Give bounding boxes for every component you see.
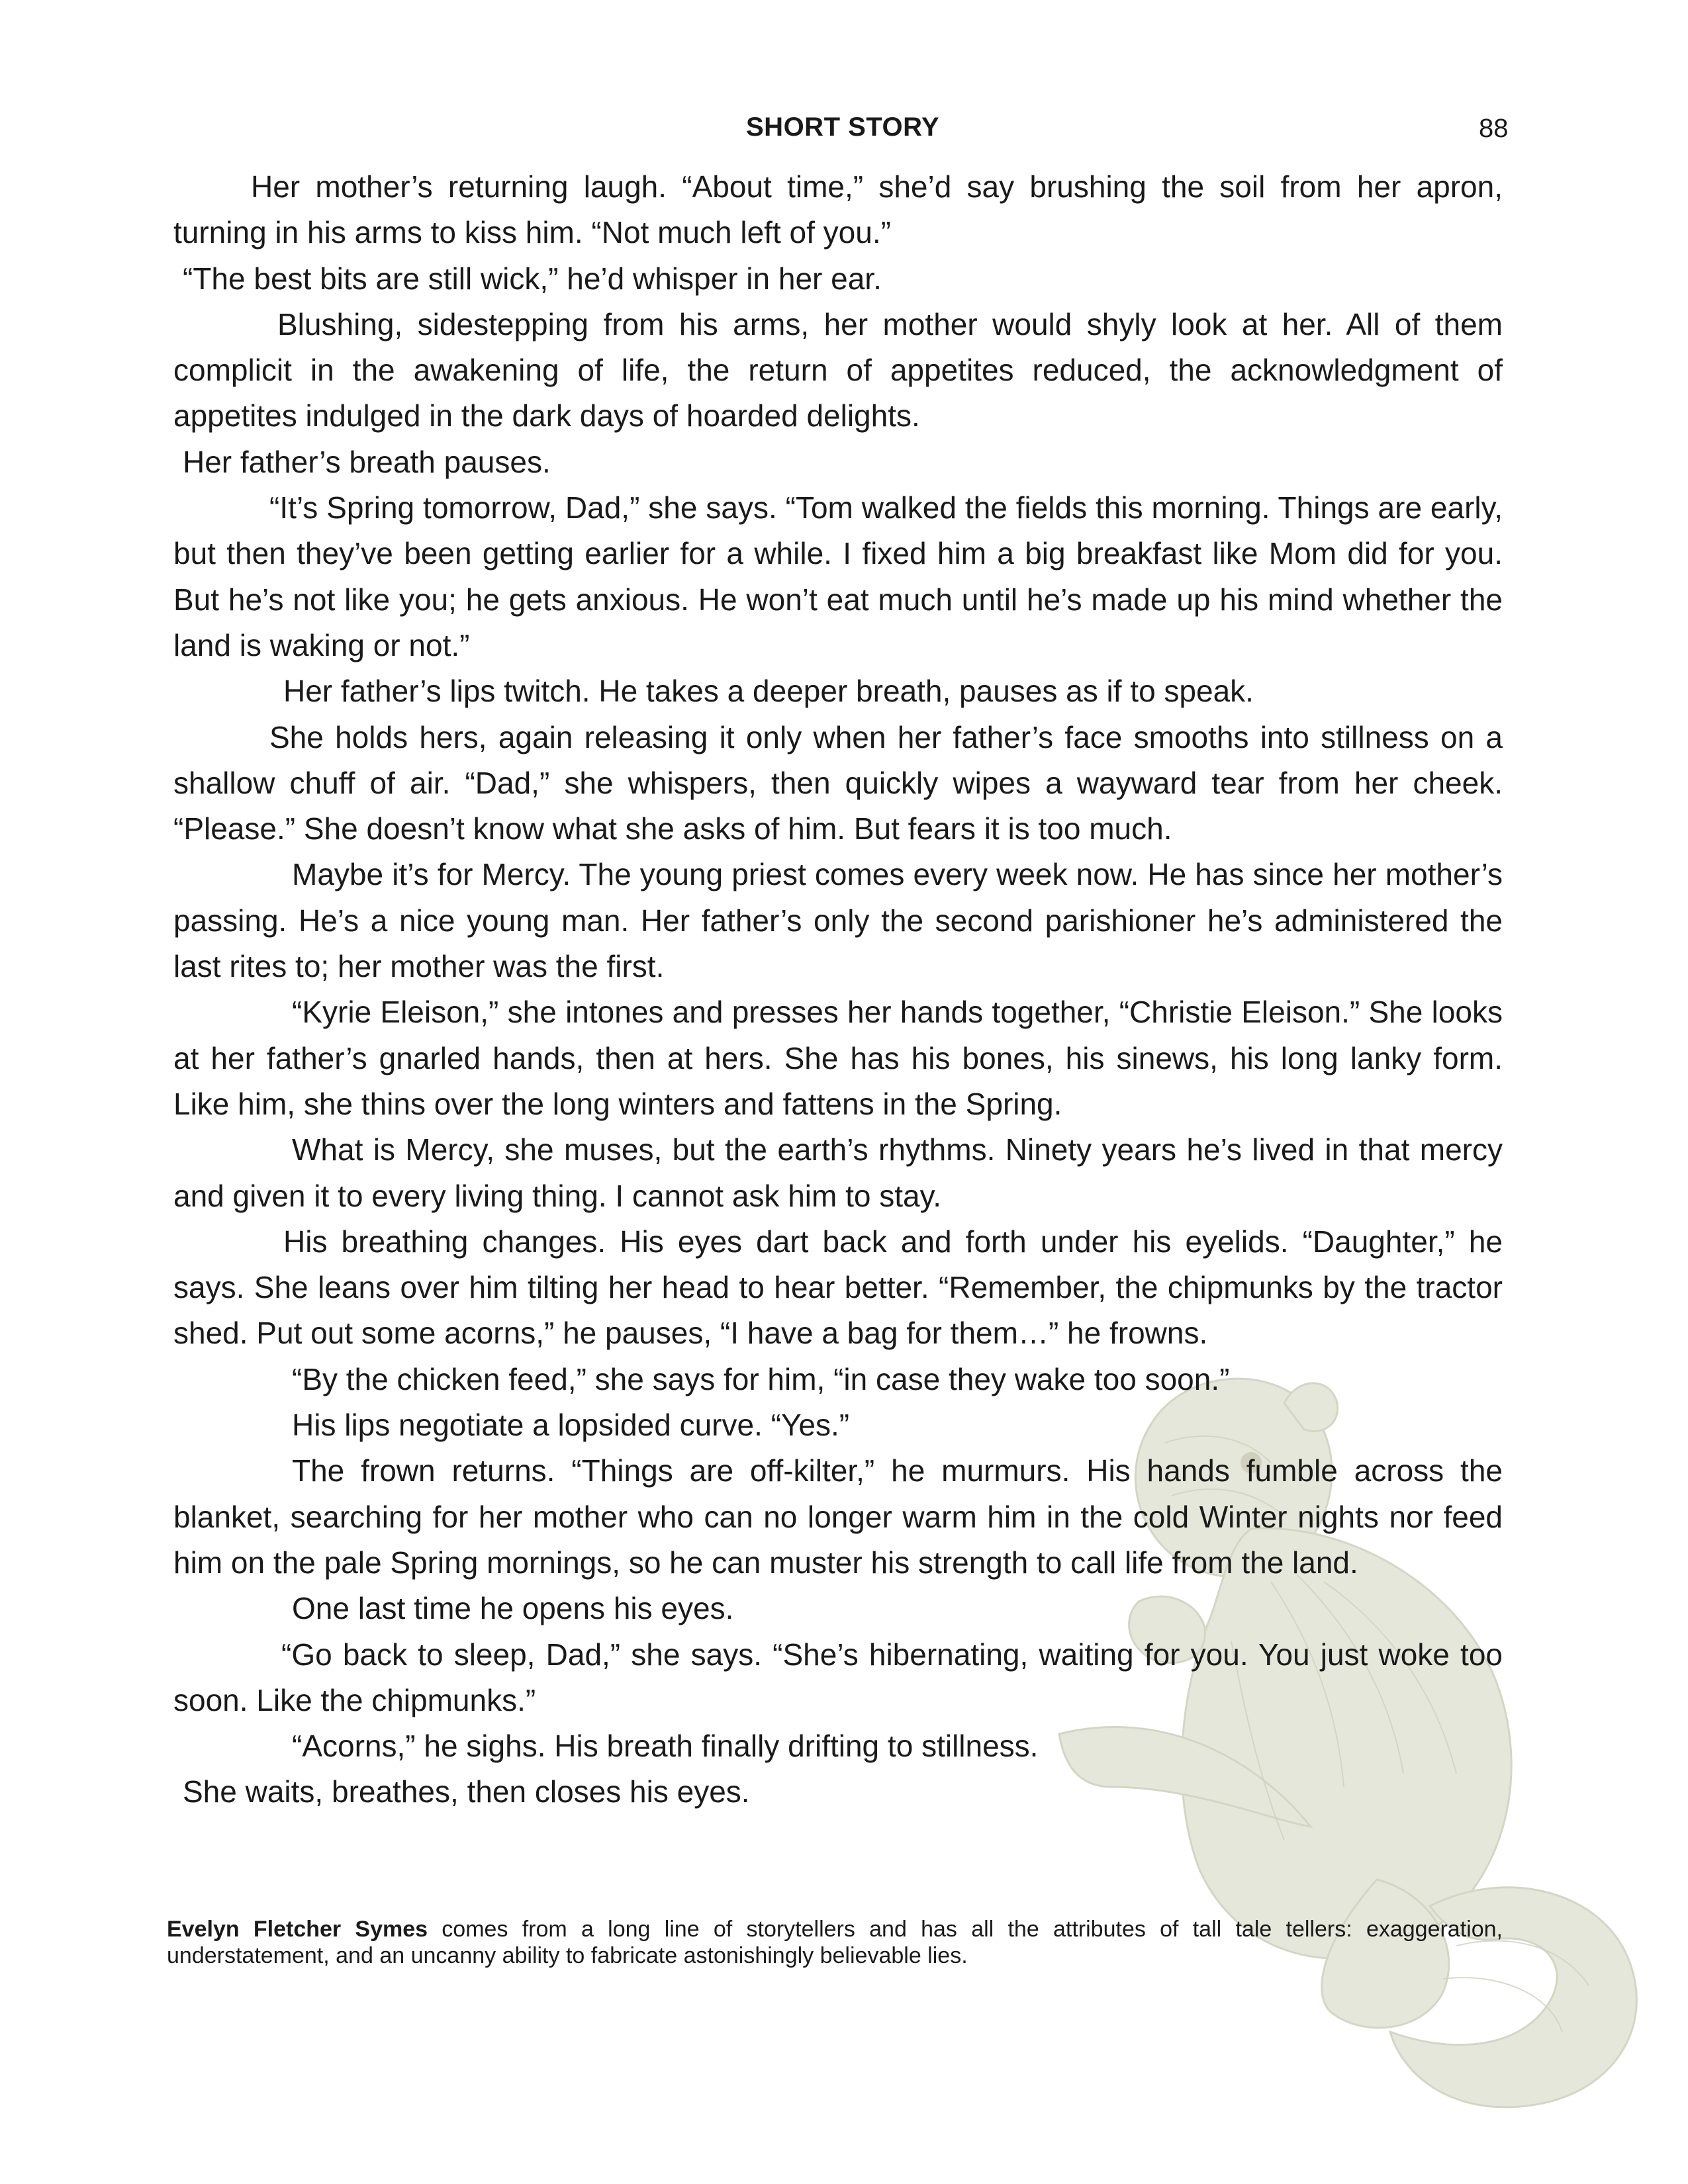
author-bio — [167, 1916, 1503, 1969]
story-paragraph: “Acorns,” he sighs. His breath finally drifting to stillness. — [292, 1729, 1039, 1764]
story-paragraph: What is Mercy, she muses, but the earth’s rhythms. Ninety years he’s lived in that mercy and given it to every living thing. I cannot ask him to stay. — [173, 1132, 1503, 1213]
story-paragraph: His breathing changes. His eyes dart back and forth under his eyelids. “Daughter,” he says. She leans over him tilting her head to hear better. “Remember, the chipmunks by the tractor shed. Put out some acorns,” he pauses, “I have a bag for them…” he frowns. — [173, 1224, 1503, 1351]
story-body — [173, 164, 1503, 1815]
story-paragraph: Her father’s lips twitch. He takes a deeper breath, pauses as if to speak. — [283, 674, 1254, 709]
story-paragraph: “Go back to sleep, Dad,” she says. “She’s hibernating, waiting for you. You just woke too soon. Like the chipmunks.” — [173, 1637, 1503, 1717]
section-title: SHORT STORY — [746, 113, 940, 142]
author-bio-text: comes from a long line of storytellers and has all the attributes of tall tale tellers: exaggeration, understatement, and an uncanny ability to fabricate astonishingly believable lies. — [167, 1917, 1503, 1968]
story-paragraph: Blushing, sidestepping from his arms, her mother would shyly look at her. All of them complicit in the awakening of life, the return of appetites reduced, the acknowledgment of appetites indulged in the dark days of hoarded delights. — [173, 306, 1503, 433]
author-name: Evelyn Fletcher Symes — [167, 1917, 428, 1942]
story-paragraph: One last time he opens his eyes. — [292, 1591, 734, 1626]
story-paragraph: “It’s Spring tomorrow, Dad,” she says. “Tom walked the fields this morning. Things are early, but then they’ve been getting earlier for a while. I fixed him a big breakfast like Mom did for you. But he’s not like you; he gets anxious. He won’t eat much until he’s made up his mind whether the land is waking or not.” — [173, 490, 1503, 662]
story-paragraph: She waits, breathes, then closes his eyes. — [183, 1774, 750, 1809]
story-paragraph: “The best bits are still wick,” he’d whisper in her ear. — [183, 261, 882, 296]
story-paragraph: “By the chicken feed,” she says for him, “in case they wake too soon.” — [292, 1361, 1230, 1396]
story-paragraph: His lips negotiate a lopsided curve. “Yes.” — [292, 1408, 850, 1443]
story-paragraph: “Kyrie Eleison,” she intones and presses her hands together, “Christie Eleison.” She looks at her father’s gnarled hands, then at hers. She has his bones, his sinews, his long lanky form. Like him, she thins over the long winters and fattens in the Spring. — [173, 995, 1503, 1121]
page-number: 88 — [1479, 114, 1509, 143]
page-header — [0, 113, 1688, 152]
story-paragraph: Her father’s breath pauses. — [183, 444, 551, 479]
story-paragraph: Her mother’s returning laugh. “About time,” she’d say brushing the soil from her apron, turning in his arms to kiss him. “Not much left of you.” — [173, 169, 1503, 250]
story-paragraph: The frown returns. “Things are off-kilter,” he murmurs. His hands fumble across the blanket, searching for her mother who can no longer warm him in the cold Winter nights nor feed him on the pale Spring mornings, so he can muster his strength to call life from the land. — [173, 1453, 1503, 1580]
story-paragraph: She holds hers, again releasing it only when her father’s face smooths into stillness on a shallow chuff of air. “Dad,” she whispers, then quickly wipes a wayward tear from her cheek. “Please.” She doesn’t know what she asks of him. But fears it is too much. — [173, 719, 1503, 846]
story-paragraph: Maybe it’s for Mercy. The young priest comes every week now. He has since her mother’s passing. He’s a nice young man. Her father’s only the second parishioner he’s administered the last rites to; her mother was the first. — [173, 857, 1503, 984]
